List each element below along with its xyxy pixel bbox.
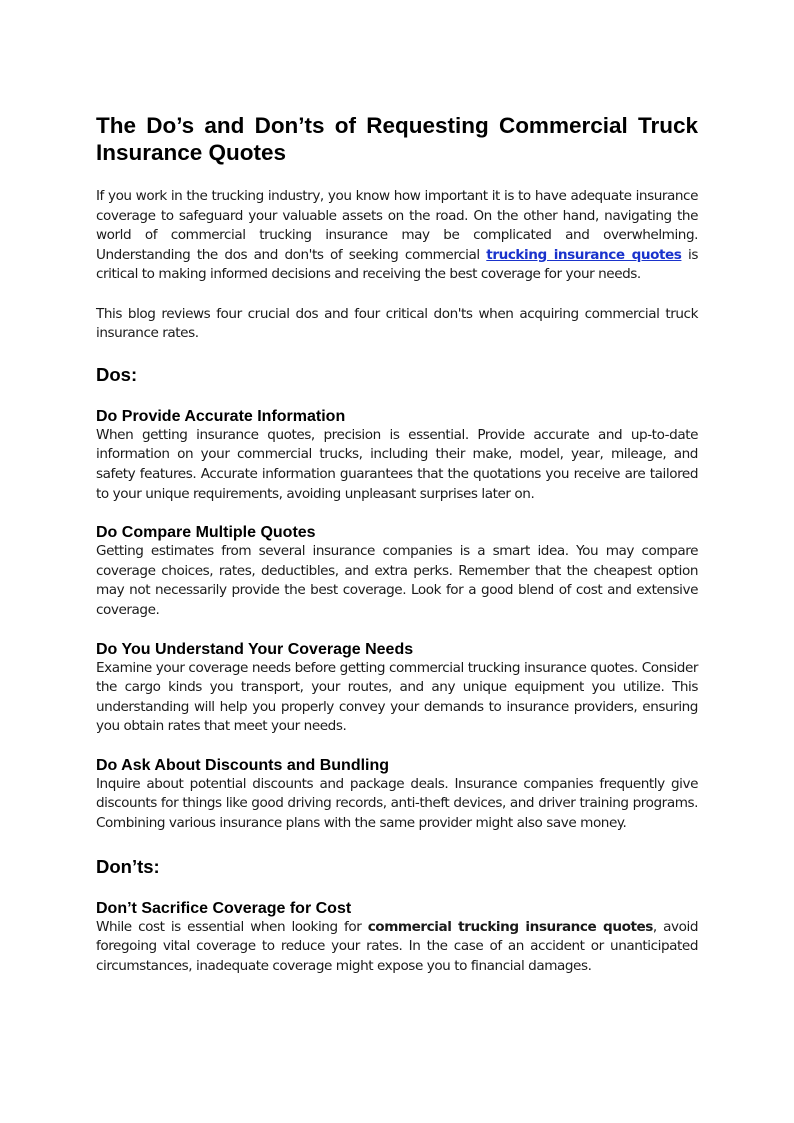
do-coverage-needs-heading: Do You Understand Your Coverage Needs	[96, 640, 414, 658]
intro-paragraph-1	[96, 187, 698, 285]
dont-body-after-bold: , avoid foregoing vital coverage to reduce your rates. In the case of an accident or unanticipated circumstances, inadequate coverage might expose you to financial damages.	[96, 918, 699, 974]
do-compare-quotes-body: Getting estimates from several insurance companies is a smart idea. You may compare coverage choices, rates, deductibles, and extra perks. Remember that the cheapest option may not necessarily provide the best coverage. Look for a good blend of cost and extensive coverage.	[96, 543, 698, 618]
trucking-insurance-quotes-link[interactable]: trucking insurance quotes	[486, 246, 682, 263]
do-coverage-needs-body: Examine your coverage needs before getting commercial trucking insurance quotes. Consider the cargo kinds you transport, your routes, and any unique equipment you utilize. This understanding will help you properly convey your demands to insurance providers, ensuring you obtain rates that meet your needs.	[96, 659, 698, 735]
intro-text-before-link: If you work in the trucking industry, you know how important it is to have adequate insurance coverage to safeguard your valuable assets on the road. On the other hand, navigating the world of commercial trucking insurance may be complicated and overwhelming. Understanding the dos and don'ts of seeking commercial	[96, 188, 698, 263]
intro-text-after-link: is critical to making informed decisions and receiving the best coverage for your needs.	[96, 246, 698, 283]
do-compare-quotes-heading: Do Compare Multiple Quotes	[96, 524, 316, 542]
dont-sacrifice-coverage-heading: Don’t Sacrifice Coverage for Cost	[96, 899, 352, 917]
dont-body-before-bold: While cost is essential when looking for	[96, 918, 368, 935]
dont-sacrifice-coverage-body	[96, 918, 698, 977]
do-accurate-info-heading: Do Provide Accurate Information	[96, 407, 346, 425]
intro-paragraph-2: This blog reviews four crucial dos and four critical don'ts when acquiring commercial truck insurance rates.	[96, 305, 698, 342]
dos-section-heading: Dos:	[96, 363, 138, 385]
do-discounts-body: Inquire about potential discounts and package deals. Insurance companies frequently give discounts for things like good driving records, anti-theft devices, and driver training programs. Combining various insurance plans with the same provider might also save money.	[96, 775, 698, 832]
document-page	[96, 112, 698, 976]
do-accurate-info-body: When getting insurance quotes, precision is essential. Provide accurate and up-to-date information on your commercial trucks, including their make, model, year, mileage, and safety features. Accurate information guarantees that the quotations you receive are tailored to your unique requirements, avoiding unpleasant surprises later on.	[96, 426, 698, 502]
do-discounts-heading: Do Ask About Discounts and Bundling	[96, 756, 390, 774]
donts-section-heading: Don’ts:	[96, 855, 160, 877]
article-title: The Do’s and Don’ts of Requesting Commercial Truck Insurance Quotes	[96, 113, 698, 165]
dont-body-bold-phrase: commercial trucking insurance quotes	[367, 918, 653, 935]
